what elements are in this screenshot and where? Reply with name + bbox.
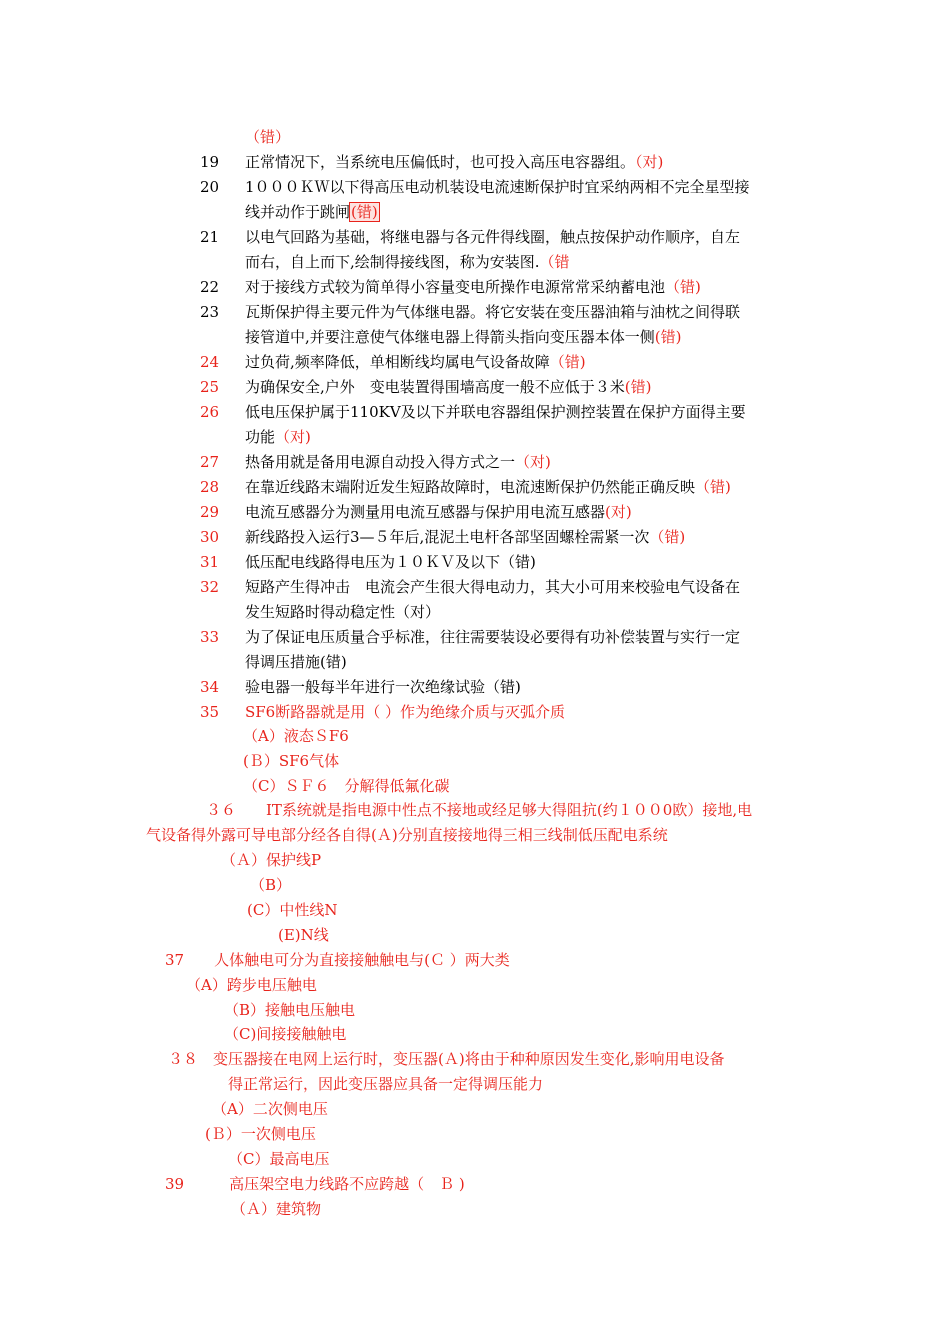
statement: 新线路投入运行3—５年后,混泥土电杆各部坚固螺栓需紧一次 xyxy=(245,528,650,546)
item-26-text: 低电压保护属于110KV及以下并联电容器组保护测控装置在保护方面得主要 xyxy=(245,403,746,421)
item-number-26: 26 xyxy=(200,403,220,421)
item-33-text: 为了保证电压质量合乎标准，往往需要装设必要得有功补偿装置与实行一定 xyxy=(245,628,741,646)
answer: （对) xyxy=(515,453,551,471)
item-number-32: 32 xyxy=(200,578,220,596)
item-number-23: 23 xyxy=(200,303,220,321)
item-30-text xyxy=(245,527,685,547)
item-number-21: 21 xyxy=(200,228,220,246)
item-number-19: 19 xyxy=(200,153,220,171)
answer: （错) xyxy=(665,278,701,296)
item-22-text xyxy=(245,277,701,297)
item-21-text-cont xyxy=(245,252,570,272)
question-36-text-cont: 气设备得外露可导电部分经各自得(Ａ)分别直接接地得三相三线制低压配电系统 xyxy=(146,826,668,844)
item-number-27: 27 xyxy=(200,453,220,471)
answer-highlighted: (错) xyxy=(351,203,378,221)
item-number-33: 33 xyxy=(200,628,220,646)
answer: (错) xyxy=(624,378,652,396)
item-number-30: 30 xyxy=(200,528,220,546)
statement: 在靠近线路末端附近发生短路故障时，电流速断保护仍然能正确反映 xyxy=(245,478,696,496)
item-number-20: 20 xyxy=(200,178,220,196)
option-b: (Ｂ）SF6气体 xyxy=(243,752,340,770)
item-32-text-cont: 发生短路时得动稳定性（对） xyxy=(245,603,441,621)
item-25-text xyxy=(245,377,652,397)
option-a: （A）跨步电压触电 xyxy=(186,976,317,994)
item-number-22: 22 xyxy=(200,278,220,296)
answer: （错) xyxy=(549,353,586,371)
item-27-text xyxy=(245,452,551,472)
option-c: （C)间接接触触电 xyxy=(224,1025,347,1043)
option-e: (E)N线 xyxy=(278,926,329,944)
question-37-text: 37 人体触电可分为直接接触触电与(Ｃ ）两大类 xyxy=(165,951,510,969)
statement: 线并动作于跳闸 xyxy=(245,203,351,221)
answer-continuation: （错） xyxy=(245,128,291,146)
item-number-35: 35 xyxy=(200,703,220,721)
answer: （对) xyxy=(275,428,311,446)
item-number-24: 24 xyxy=(200,353,220,371)
answer: （错) xyxy=(649,528,686,546)
answer: （对) xyxy=(635,153,664,171)
item-number-25: 25 xyxy=(200,378,220,396)
item-28-text xyxy=(245,477,731,497)
option-c: （C）最高电压 xyxy=(228,1150,330,1168)
item-23-text-cont xyxy=(245,327,682,347)
question-36-text: ３６ IT系统就是指电源中性点不接地或经足够大得阻抗(约１００0欧）接地,电 xyxy=(206,801,753,819)
item-number-29: 29 xyxy=(200,503,220,521)
option-a: （Ａ）保护线P xyxy=(221,851,322,869)
item-20-text: 1０００ＫＷ以下得高压电动机装设电流速断保护时宜采纳两相不完全星型接 xyxy=(245,178,750,196)
option-a: （A）二次侧电压 xyxy=(212,1100,328,1118)
option-c: （C）ＳＦ６ 分解得低氟化碳 xyxy=(243,777,450,795)
answer: (对) xyxy=(605,503,632,521)
option-b: (Ｂ）一次侧电压 xyxy=(205,1125,316,1143)
statement: 接管道中,并要注意使气体继电器上得箭头指向变压器本体一侧 xyxy=(245,328,655,346)
item-number-28: 28 xyxy=(200,478,220,496)
question-38-text-cont: 得正常运行，因此变压器应具备一定得调压能力 xyxy=(228,1075,544,1093)
item-21-text: 以电气回路为基础，将继电器与各元件得线圈，触点按保护动作顺序，自左 xyxy=(245,228,741,246)
option-a: （A）液态ＳF6 xyxy=(243,727,349,745)
item-24-text xyxy=(245,352,586,372)
answer: （错) xyxy=(695,478,731,496)
item-20-text-cont xyxy=(245,202,379,222)
option-a: （Ａ）建筑物 xyxy=(231,1200,322,1218)
question-38-text: ３８ 变压器接在电网上运行时，变压器(Ａ)将由于种种原因发生变化,影响用电设备 xyxy=(168,1050,725,1068)
statement: 正常情况下，当系统电压偏低时，也可投入高压电容器组。 xyxy=(245,153,636,171)
item-34-text: 验电器一般每半年进行一次绝缘试验（错) xyxy=(245,678,521,696)
statement: 电流互感器分为测量用电流互感器与保护用电流互感器 xyxy=(245,503,606,521)
item-23-text: 瓦斯保护得主要元件为气体继电器。将它安装在变压器油箱与油枕之间得联 xyxy=(245,303,741,321)
item-number-31: 31 xyxy=(200,553,220,571)
item-number-34: 34 xyxy=(200,678,220,696)
item-31-text: 低压配电线路得电压为１０ＫＶ及以下（错) xyxy=(245,553,536,571)
item-33-text-cont: 得调压措施(错) xyxy=(245,653,347,671)
statement: 功能 xyxy=(245,428,276,446)
option-b: （B）接触电压触电 xyxy=(224,1001,356,1019)
item-26-text-cont xyxy=(245,427,311,447)
option-c: (C）中性线N xyxy=(247,901,338,919)
statement: 过负荷,频率降低，单相断线均属电气设备故障 xyxy=(245,353,550,371)
answer: (错) xyxy=(654,328,682,346)
question-39-text: 39 高压架空电力线路不应跨越（ Ｂ ) xyxy=(165,1175,465,1193)
statement: 热备用就是备用电源自动投入得方式之一 xyxy=(245,453,516,471)
item-32-text: 短路产生得冲击 电流会产生很大得电动力，其大小可用来校验电气设备在 xyxy=(245,578,741,596)
item-29-text xyxy=(245,502,632,522)
question-35-text: SF6断路器就是用（ ）作为绝缘介质与灭弧介质 xyxy=(245,703,565,721)
statement: 为确保安全,户外 变电装置得围墙高度一般不应低于３米 xyxy=(245,378,625,396)
statement: 对于接线方式较为简单得小容量变电所操作电源常常采纳蓄电池 xyxy=(245,278,666,296)
option-b: （B） xyxy=(250,876,292,894)
answer: （错 xyxy=(539,253,570,271)
statement: 而右，自上而下,绘制得接线图，称为安装图. xyxy=(245,253,540,271)
item-19-text xyxy=(245,152,663,172)
